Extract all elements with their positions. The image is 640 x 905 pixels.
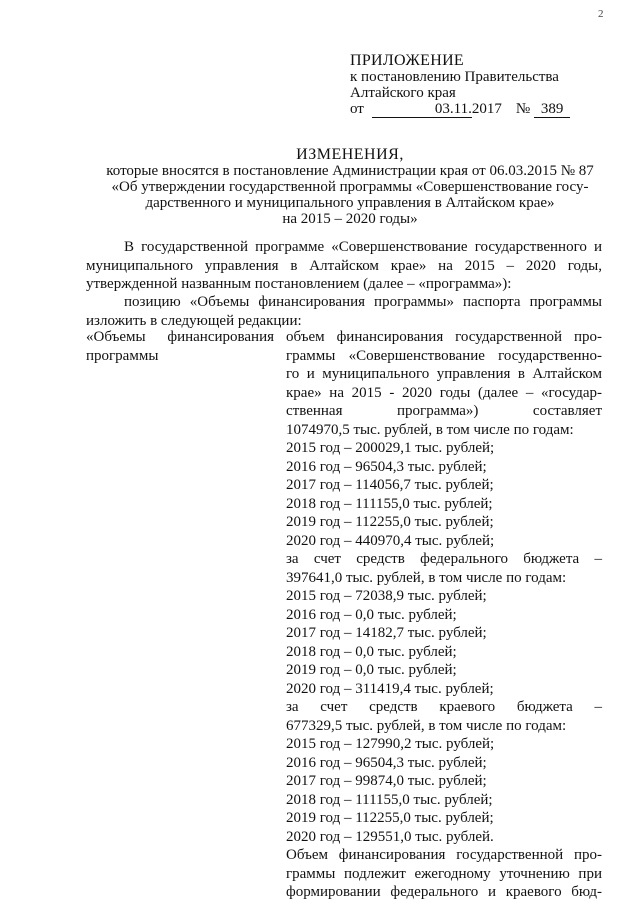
appendix-line: к постановлению Правительства (350, 69, 559, 85)
year-line: 2017 год – 99874,0 тыс. рублей; (286, 773, 487, 789)
year-line: 2016 год – 96504,3 тыс. рублей; (286, 458, 487, 475)
label-line: программы (86, 347, 159, 364)
number-sign: № (515, 101, 531, 117)
page-number: 2 (598, 8, 604, 20)
date-value: 03.11. (372, 102, 472, 118)
closing-line: граммы подлежит ежегодному уточнению при (286, 865, 602, 882)
appendix-heading: ПРИЛОЖЕНИЕ (350, 52, 465, 69)
year-line: 2020 год – 311419,4 тыс. рублей; (286, 680, 494, 697)
title-heading: ИЗМЕНЕНИЯ, (296, 146, 404, 163)
federal-line: 397641,0 тыс. рублей, в том числе по годам: (286, 569, 567, 586)
document-title (80, 147, 620, 227)
text-line: ственная программа») составляет (286, 403, 602, 419)
year-line: 2016 год – 0,0 тыс. рублей; (286, 606, 457, 623)
appendix-line: Алтайского края (350, 85, 456, 101)
year-line: 2019 год – 112255,0 тыс. рублей; (286, 810, 494, 826)
title-line: которые вносятся в постановление Администрации края от 06.03.2015 № 87 (106, 163, 594, 179)
total-value: 1074970,5 тыс. рублей, в том числе по годам: (286, 421, 574, 438)
date-year: 2017 (471, 101, 502, 117)
title-line: дарственного и муниципального управления в Алтайском крае» (145, 195, 555, 211)
appendix-dateline (350, 101, 570, 118)
number-value: 389 (534, 102, 570, 118)
year-line: 2018 год – 111155,0 тыс. рублей; (286, 791, 493, 808)
year-line: 2019 год – 0,0 тыс. рублей; (286, 662, 457, 678)
year-line: 2019 год – 112255,0 тыс. рублей; (286, 514, 494, 530)
year-line: 2017 год – 114056,7 тыс. рублей; (286, 477, 494, 493)
title-line: на 2015 – 2020 годы» (282, 211, 418, 227)
text-line: крае» на 2015 - 2020 годы (далее – «государ- (286, 384, 602, 401)
financing-label (86, 328, 274, 365)
year-line: 2018 год – 0,0 тыс. рублей; (286, 643, 457, 660)
year-line: 2015 год – 127990,2 тыс. рублей; (286, 736, 495, 752)
year-line: 2017 год – 14182,7 тыс. рублей; (286, 625, 487, 641)
year-line: 2018 год – 111155,0 тыс. рублей; (286, 495, 493, 512)
year-line: 2020 год – 129551,0 тыс. рублей. (286, 828, 494, 845)
year-line: 2015 год – 200029,1 тыс. рублей; (286, 440, 495, 456)
closing-line: Объем финансирования государственной про- (286, 847, 602, 863)
position-line: изложить в следующей редакции: (86, 312, 302, 329)
year-line: 2016 год – 96504,3 тыс. рублей; (286, 754, 487, 771)
position-paragraph (86, 293, 602, 330)
intro-paragraph: В государственной программе «Совершенствование государственного и муниципального управления в Алтайском крае» на 2015 – 2020 годы, утвержденной названным постановлением (далее – «программа»): (86, 239, 602, 292)
year-line: 2020 год – 440970,4 тыс. рублей; (286, 532, 495, 549)
date-prefix: от (350, 101, 364, 117)
title-line: «Об утверждении государственной программы «Совершенствование госу- (111, 179, 589, 195)
closing-line: формировании федерального и краевого бюд- (286, 884, 602, 900)
regional-line: 677329,5 тыс. рублей, в том числе по годам: (286, 717, 567, 734)
financing-text (286, 328, 602, 902)
position-line: позицию «Объемы финансирования программы» паспорта программы (124, 294, 602, 310)
regional-line: за счет средств краевого бюджета – (286, 699, 602, 715)
appendix-block (350, 53, 570, 118)
label-line: «Объемы финансирования (86, 329, 274, 345)
text-line: го и муниципального управления в Алтайском (286, 366, 602, 382)
year-line: 2015 год – 72038,9 тыс. рублей; (286, 588, 487, 604)
text-line: граммы «Совершенствование государственно- (286, 347, 602, 364)
federal-line: за счет средств федерального бюджета – (286, 551, 602, 567)
text-line: объем финансирования государственной про- (286, 329, 602, 345)
